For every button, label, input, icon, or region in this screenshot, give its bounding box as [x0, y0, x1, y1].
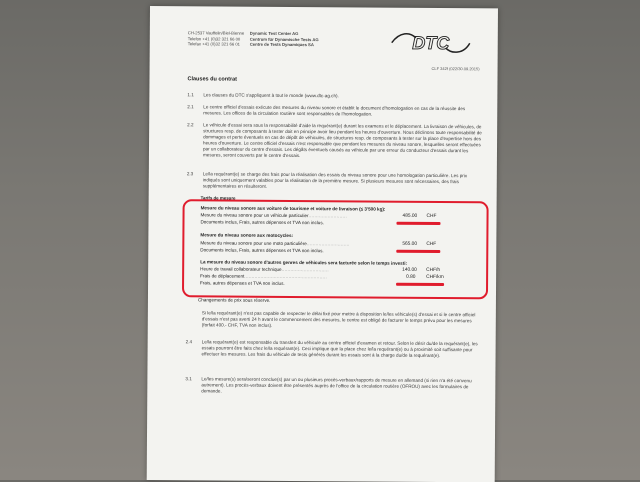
clause-2-2 — [187, 122, 487, 124]
pricing-car-unit: CHF — [427, 214, 437, 219]
red-underline — [396, 283, 444, 286]
address-line: Telefon +41 (0)32 321 66 00 — [188, 36, 248, 42]
price-change-note: Changements de prix sous réserve. — [198, 297, 271, 303]
pricing-other-heading: La mesure du niveau sonore d'autres genres de véhicules sera facturée selon le temps investi: — [200, 259, 407, 265]
company-names — [250, 31, 330, 48]
red-underline — [396, 250, 440, 253]
document-page — [147, 6, 498, 482]
clause-3-1 — [185, 376, 485, 378]
clause-number: 2.4 — [186, 339, 200, 345]
clause-number: 2.3 — [187, 171, 201, 177]
clause-text: Le/la requérant(e) est responsable du transfert du véhicule au centre officiel d'examen et retour. Selon le désir du/de la requérant(e), les essais pourront être faits chez le/la requérant(e). Ceci implique que la place chez le/la requérant(e) ou à proximité soit suffisante pour effectuer les mesures. Les frais du véhicule de tests générés durant les essais sont à la charge du/de la requérant(e). — [202, 339, 482, 359]
logo-text: DTC — [412, 33, 450, 53]
dtc-logo — [390, 30, 472, 57]
clause-delay — [186, 310, 486, 312]
pricing-heading: Tarifs de mesure — [201, 195, 236, 200]
clause-number: 2.2 — [187, 122, 201, 128]
pricing-car-amount: 485.00 — [403, 214, 418, 219]
address-line: CH-2537 Vauffelin/Biel-Bienne — [188, 30, 248, 36]
company-line: Dynamic Test Center AG — [250, 31, 330, 37]
pricing-travel-line: Frais de déplacement........................................................ — [200, 273, 327, 279]
pricing-travel-amount: 0.80 — [406, 275, 415, 280]
clause-1-1 — [187, 92, 487, 94]
clause-text: Si le/la requérant(e) n'est pas capable de respecter le délai fixé pour mettre à disposition le/les véhicule(s) d'essai et si le centre officiel d'essais n'est pas averti 24 h avant le commencement des mesures, le centre est obligé de facturer le temps prévu pour les mesures (forfait 400.- CHF, TVA non inclus). — [202, 310, 482, 330]
pricing-travel-label: Frais de déplacement — [200, 273, 244, 278]
company-line: Centre de Tests Dynamiques SA — [250, 42, 330, 48]
clause-2-4 — [186, 339, 486, 341]
pricing-car-heading: Mesure du niveau sonore aux voiture de tourisme et voiture de livraison (≤ 3'500 kg): — [201, 205, 386, 211]
page-title: Clauses du contrat — [187, 76, 237, 82]
document-reference: CLF 342f (022/30.09.2015) — [432, 66, 480, 71]
red-underline — [396, 222, 440, 225]
pricing-other-label: Heure de travail collaborateur technique — [200, 266, 282, 272]
pricing-moto-line: Mesure du niveau sonore pour une moto particulière............................. — [200, 240, 349, 246]
clause-number: 2.1 — [187, 104, 201, 110]
clause-number: 1.1 — [187, 92, 201, 98]
clause-2-3 — [187, 171, 487, 173]
clause-text: Le/les mesure(s) sera/seront conclue(s) par un ou plusieurs procès-verbaux/rapports de mesure en allemand (si rien n'a été convenu autrement). Les procès-verbaux doivent être présentés auprès de l'office de la circulation routière (OFROU) avec les formulaires de demande. — [201, 376, 481, 396]
pricing-other-line: Heure de travail collaborateur technique................................ — [200, 266, 329, 272]
pricing-other-unit: CHF/h — [426, 268, 440, 273]
company-line: Centrum für Dynamische Tests AG — [250, 36, 330, 42]
pricing-car-note: Documents inclus, Frais, autres dépenses et TVA non inclus. — [200, 219, 323, 225]
pricing-travel-unit: CHF/km — [426, 275, 444, 280]
pricing-moto-unit: CHF — [426, 242, 436, 247]
clause-text: Les clauses du DTC s'appliquent à tout le monde (www.dtc-ag.ch). — [203, 92, 483, 100]
pricing-car-label: Mesure du niveau sonore pour un véhicule particulier — [201, 212, 309, 218]
pricing-other-note: Frais, autres dépenses et TVA non inclus. — [200, 280, 285, 286]
clause-number: 3.1 — [185, 376, 199, 382]
sender-address — [188, 30, 248, 47]
address-line: Telefax +41 (0)32 321 66 01 — [188, 41, 248, 47]
pricing-car-line: Mesure du niveau sonore pour un véhicule particulier.......................... — [201, 212, 347, 218]
pricing-moto-note: Documents inclus, Frais, autres dépenses et TVA non inclus. — [200, 247, 323, 253]
pricing-other-amount: 140.00 — [402, 268, 417, 273]
clause-text: Le véhicule d'essai sera sous la responsabilité d'aide la requérant(e) durant les examens et le déplacement. La livraison de véhicules, de structures resp. de composants à tester doit en principe avoir lieu pendant les heures d'ouverture. Nous déclinons toute responsabilité de dommages et perte éventuels en cas de dépôt de véhicules, de structures resp. de composants à tester sur la place d'expertise hors des heures d'ouverture. Le centre officiel d'essais n'est responsable que pendant les mesures du niveau sonore, lesquelles seront effectuées par un collaborateur du centre d'essais. Les dégâts éventuels causés au véhicule par une erreur du conducteur d'essais durant les mesures, seront couverts par le centre d'essais. — [203, 122, 483, 160]
clause-text: Le centre officiel d'essais exécute des mesures du niveau sonore et établit le document d'homologation en cas de la réussite des mesures. Les offices de la circulation routière sont responsables de l'homologation. — [203, 104, 483, 118]
clause-text: Le/la requérant(e) se charge des frais pour la réalisation des essais du niveau sonore pour une homologation particulière. Les prix indiqués sont uniquement valables pour la réalisation de la première mesure. Si plusieurs mesures sont nécessaires, des frais supplémentaires en résulteront. — [203, 171, 483, 191]
clause-2-1 — [187, 104, 487, 106]
pricing-moto-heading: Mesure du niveau sonore aux motocycles: — [200, 232, 293, 238]
pricing-moto-amount: 565.00 — [402, 242, 417, 247]
pricing-moto-label: Mesure du niveau sonore pour une moto particulière — [200, 240, 307, 246]
